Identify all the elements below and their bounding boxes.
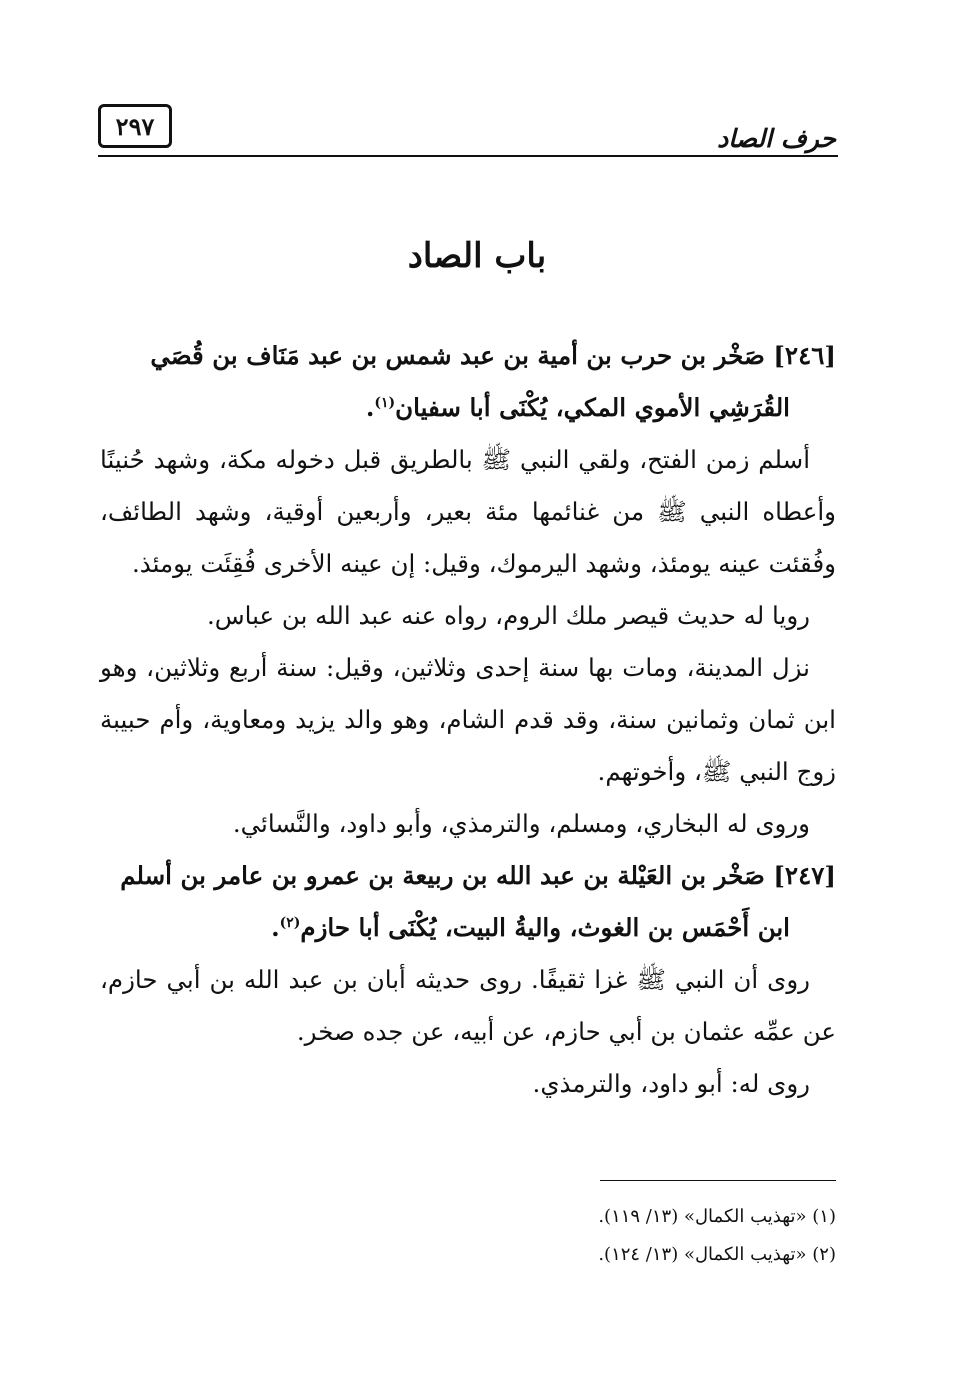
footnote-2: (٢) «تهذيب الكمال» (١٣/ ١٢٤). [598, 1244, 836, 1265]
running-header-title: حرف الصاد [717, 124, 836, 153]
entry-247-heading [100, 850, 836, 902]
footnote-1: (١) «تهذيب الكمال» (١٣/ ١١٩). [598, 1206, 836, 1227]
entry-number: [٢٤٦] [773, 341, 836, 370]
paragraph: روى أن النبي ﷺ غزا ثقيفًا. روى حديثه أبان بن عبد الله بن أبي حازم، عن عمِّه عثمان بن أبي حازم، عن أبيه، عن جده صخر. [100, 965, 836, 1046]
footnote-ref: (١) [374, 394, 396, 411]
footnote-ref: (٢) [279, 914, 301, 931]
page-number: ٢٩٧ [98, 104, 172, 148]
paragraph: وروى له البخاري، ومسلم، والترمذي، وأبو داود، والنَّسائي. [232, 809, 810, 838]
entry-246-heading-cont: القُرَشِي الأموي المكي، يُكْنَى أبا سفيان$^{(١)}$. [365, 393, 790, 422]
entry-name-line1: صَخْر بن العَيْلة بن عبد الله بن ربيعة بن عمرو بن عامر بن أسلم [120, 861, 765, 890]
paragraph: أسلم زمن الفتح، ولقي النبي ﷺ بالطريق قبل دخوله مكة، وشهد حُنينًا وأعطاه النبي ﷺ من غنائمها مئة بعير، وأربعين أوقية، وشهد الطائف، وفُقئت عينه يومئذ، وشهد اليرموك، وقيل: إن عينه الأخرى فُقِئَت يومئذ. [100, 445, 836, 578]
chapter-title: باب الصاد [407, 236, 547, 276]
entry-247-heading-cont: ابن أَحْمَس بن الغوث، واليةُ البيت، يُكْنَى أبا حازم$^{(٢)}$. [271, 913, 790, 942]
header-divider [98, 155, 838, 157]
main-text [100, 330, 836, 1110]
entry-number: [٢٤٧] [773, 861, 836, 890]
entry-name-line1: صَخْر بن حرب بن أمية بن عبد شمس بن عبد مَنَاف بن قُصَي [150, 341, 765, 370]
entry-246-heading [100, 330, 836, 382]
paragraph: نزل المدينة، ومات بها سنة إحدى وثلاثين، وقيل: سنة أربع وثلاثين، وهو ابن ثمان وثمانين سنة، وقد قدم الشام، وهو والد يزيد ومعاوية، وأم حبيبة زوج النبي ﷺ، وأخوتهم. [100, 653, 836, 786]
entry-name-line2: القُرَشِي الأموي المكي، يُكْنَى أبا سفيان [395, 393, 790, 422]
footnote-divider [600, 1180, 836, 1181]
paragraph: رويا له حديث قيصر ملك الروم، رواه عنه عبد الله بن عباس. [206, 601, 810, 630]
footnotes [100, 1198, 836, 1274]
entry-name-line2: ابن أَحْمَس بن الغوث، واليةُ البيت، يُكْنَى أبا حازم [300, 913, 790, 942]
paragraph: روى له: أبو داود، والترمذي. [532, 1069, 810, 1098]
